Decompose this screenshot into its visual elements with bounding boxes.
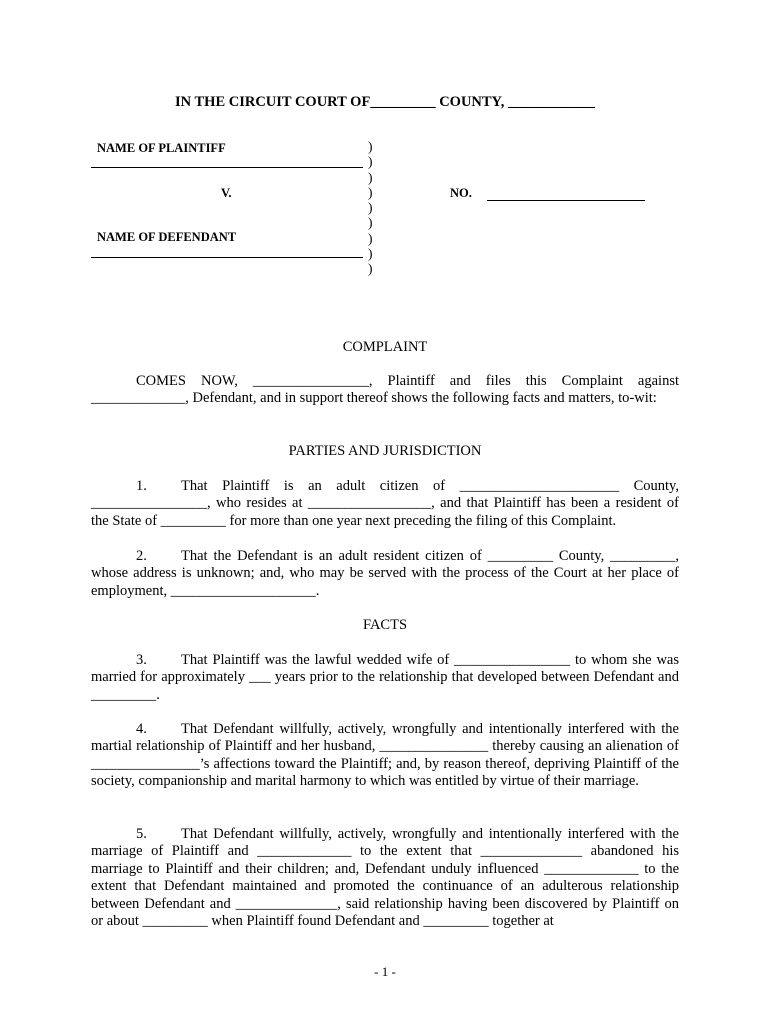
paragraph-number: 2. xyxy=(136,548,147,564)
caption-paren: ) xyxy=(368,154,373,170)
caption-paren: ) xyxy=(368,200,373,216)
document-title: COMPLAINT xyxy=(342,339,428,355)
paragraph-5 xyxy=(91,826,679,930)
versus-label: V. xyxy=(221,186,232,200)
plaintiff-label: NAME OF PLAINTIFF xyxy=(97,141,226,155)
paragraph-text: That the Defendant is an adult resident citizen of _________ County, _________, whose address is unknown; and, who may be served with the process of the Court at her place of employment, ____________________. xyxy=(91,548,679,599)
court-title: IN THE CIRCUIT COURT OF_________ COUNTY, ____________ xyxy=(175,94,595,110)
paragraph-3 xyxy=(91,652,679,704)
caption-paren: ) xyxy=(368,230,373,246)
paragraph-text: That Plaintiff was the lawful wedded wife of ________________ to whom she was married for approximately ___ years prior to the relationship that developed between Defendant and _________. xyxy=(91,652,679,703)
caption-paren: ) xyxy=(368,184,373,200)
paragraph-number: 4. xyxy=(136,721,147,737)
caption-paren: ) xyxy=(368,215,373,231)
caption-paren: ) xyxy=(368,169,373,185)
paragraph-number: 3. xyxy=(136,652,147,668)
case-number-line xyxy=(487,200,645,201)
defendant-name-line xyxy=(91,257,363,258)
paragraph-text: That Defendant willfully, actively, wrongfully and intentionally interfered with the martial relationship of Plaintiff and her husband, _______________ thereby causing an alienation of _______________’s affections toward the Plaintiff; and, by reason thereof, depriving Plaintiff of the society, companionship and marital harmony to which was entitled by virtue of their marriage. xyxy=(91,721,679,790)
paragraph-text: That Defendant willfully, actively, wrongfully and intentionally interfered with the marriage of Plaintiff and _____________ to the extent that ______________ abandoned his marriage to Plaintiff and their children; and, Defendant unduly influenced _____________ to the extent that Defendant maintained and promoted the continuance of an adulterous relationship between Defendant and ______________, said relationship having been discovered by Plaintiff on or about _________ when Plaintiff found Defendant and _________ together at xyxy=(91,826,679,930)
plaintiff-name-line xyxy=(91,167,363,168)
paragraph-1 xyxy=(91,478,679,530)
caption-paren: ) xyxy=(368,246,373,262)
case-number-label: NO. xyxy=(450,186,472,200)
defendant-label: NAME OF DEFENDANT xyxy=(97,230,237,244)
paragraph-2 xyxy=(91,548,679,600)
section-heading-parties: PARTIES AND JURISDICTION xyxy=(288,443,482,459)
section-heading-facts: FACTS xyxy=(362,617,408,633)
page-number: - 1 - xyxy=(374,964,396,979)
paragraph-number: 5. xyxy=(136,826,147,842)
caption-paren: ) xyxy=(368,139,373,154)
caption-parens xyxy=(368,139,373,277)
paragraph-text: That Plaintiff is an adult citizen of ______________________ County, ________________, who resides at _________________, and that Plaintiff has been a resident of the State of _________ for more than one year next preceding the filing of this Complaint. xyxy=(91,478,679,529)
paragraph-number: 1. xyxy=(136,478,147,494)
paragraph-4 xyxy=(91,721,679,791)
intro-paragraph: COMES NOW, ________________, Plaintiff and files this Complaint against _____________, Defendant, and in support thereof shows the following facts and matters, to-wit: xyxy=(91,373,679,407)
caption-paren: ) xyxy=(368,261,373,277)
